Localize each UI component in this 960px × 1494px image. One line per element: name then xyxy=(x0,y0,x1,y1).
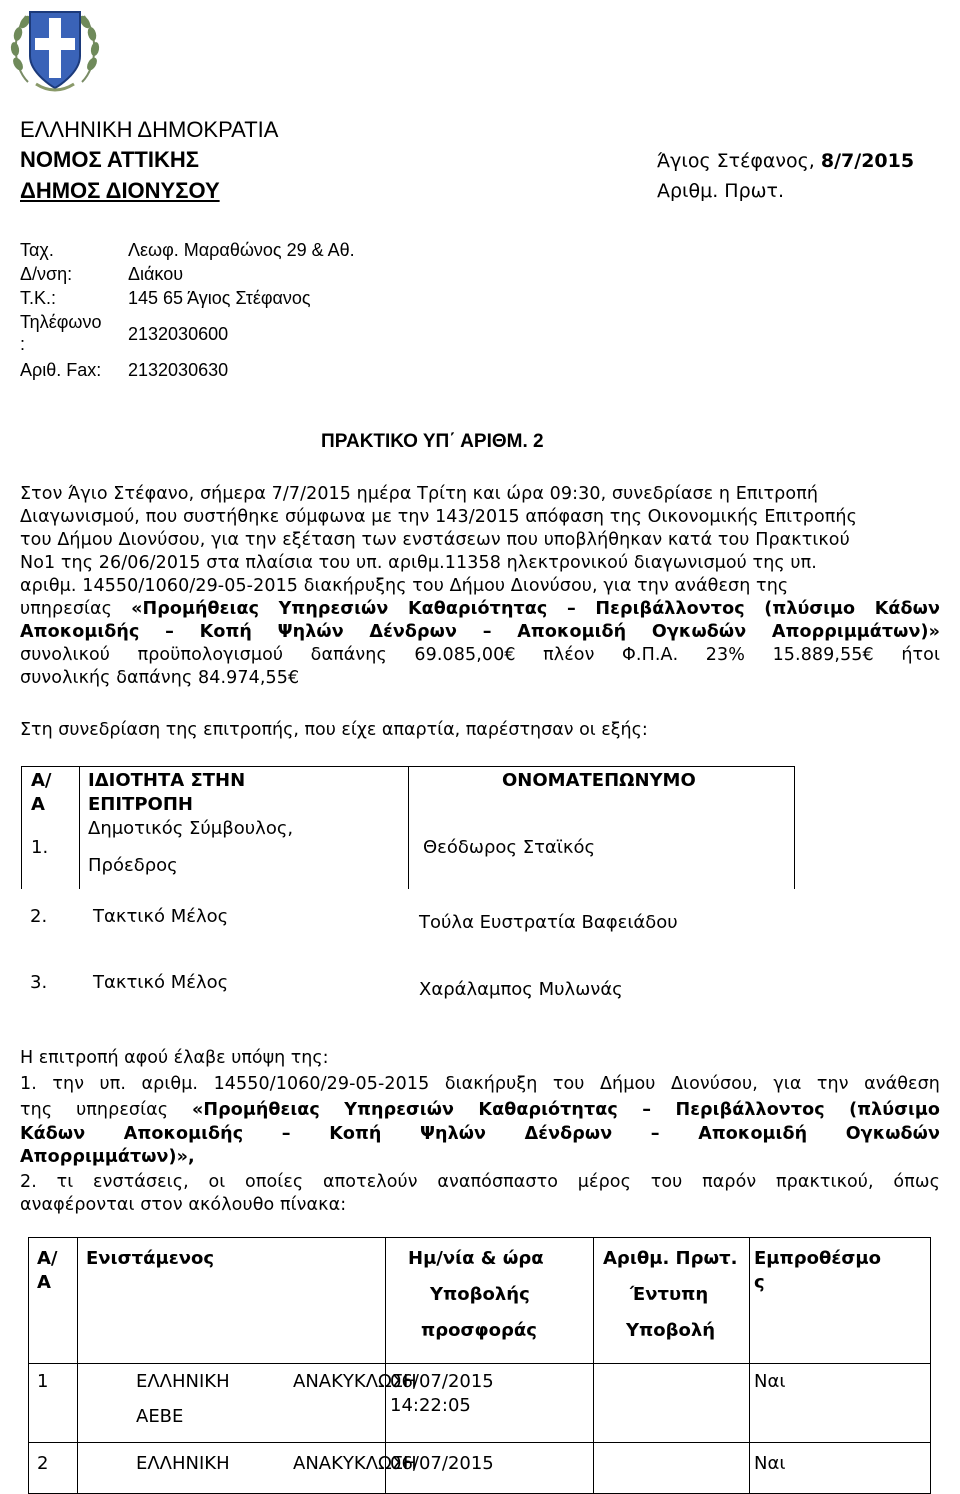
para3-line-1: 1. την υπ. αριθμ. 14550/1060/29-05-2015 διακήρυξη του Δήμου Διονύσου, για την ανάθεση xyxy=(20,1074,940,1094)
para1-line-6-bold: «Προμήθειας Υπηρεσιών Καθαριότητας – Περιβάλλοντος (πλύσιμο Κάδων xyxy=(131,599,940,619)
objection-row xyxy=(29,1364,931,1443)
para3-line-2 xyxy=(20,1099,940,1122)
protocol-number: Αριθμ. Πρωτ. xyxy=(657,180,785,202)
committee-row-2-role: Τακτικό Μέλος xyxy=(93,906,229,927)
para1-line-3: του Δήμου Διονύσου, για την εξέταση των ενστάσεων που υποβλήθηκαν κατά του Πρακτικού xyxy=(20,530,850,550)
para2: Στη συνεδρίαση της επιτροπής, που είχε απαρτία, παρέστησαν οι εξής: xyxy=(20,720,648,740)
committee-row-2-num: 2. xyxy=(30,906,48,927)
committee-table xyxy=(21,766,795,889)
para3-line-5: 2. τι ενστάσεις, οι οποίες αποτελούν αναπόσπαστο μέρος του παρόν πρακτικού, όπως xyxy=(20,1172,940,1192)
obj-header-date-3: προσφοράς xyxy=(421,1320,537,1341)
committee-header-role-1: ΙΔΙΟΤΗΤΑ ΣΤΗΝ xyxy=(88,770,246,791)
para1-line-1: Στον Άγιο Στέφανο, σήμερα 7/7/2015 ημέρα Τρίτη και ώρα 09:30, συνεδρίασε η Επιτροπή xyxy=(20,484,819,504)
committee-row-1-role-2: Πρόεδρος xyxy=(88,855,178,876)
phone-label: Τηλέφωνο xyxy=(20,312,102,332)
obj-header-prot-3: Υποβολή xyxy=(626,1320,716,1341)
obj-row-2-date: 06/07/2015 xyxy=(390,1453,494,1474)
committee-row-1-name: Θεόδωρος Σταϊκός xyxy=(423,837,596,858)
committee-row-3-name: Χαράλαμπος Μυλωνάς xyxy=(419,979,623,1000)
obj-header-prot-2: Έντυπη xyxy=(630,1284,709,1305)
para1-line-2: Διαγωνισμού, που συστήθηκε σύμφωνα με την 143/2015 απόφαση της Οικονομικής Επιτροπής xyxy=(20,507,857,527)
committee-header-name: ΟΝΟΜΑΤΕΠΩΝΥΜΟ xyxy=(502,770,696,791)
committee-header-aa-1: Α/ xyxy=(31,770,52,791)
fax-label: Αριθ. Fax: xyxy=(20,360,102,380)
address-value-2: Διάκου xyxy=(128,264,184,284)
objections-table xyxy=(28,1237,931,1494)
committee-row-1-num: 1. xyxy=(31,837,49,858)
obj-header-timely-2: ς xyxy=(754,1272,765,1293)
address-label-2: Δ/νση: xyxy=(20,264,73,284)
place-date xyxy=(657,150,914,172)
para1-line-6-pre: υπηρεσίας xyxy=(20,599,132,619)
address-label: Ταχ. xyxy=(20,240,54,260)
para1-line-4: Νο1 της 26/06/2015 στα πλαίσια του υπ. αριθμ.11358 ηλεκτρονικού διαγωνισμού της υπ. xyxy=(20,553,817,573)
para3-line-2-bold: «Προμήθειας Υπηρεσιών Καθαριότητας – Περιβάλλοντος (πλύσιμο xyxy=(191,1100,940,1120)
tk-value: 145 65 Άγιος Στέφανος xyxy=(128,288,311,308)
obj-row-1-objector-1b: ΑΝΑΚΥΚΛΩΣΗ xyxy=(293,1371,417,1392)
obj-row-2-objector-1b: ΑΝΑΚΥΚΛΩΣΗ xyxy=(293,1453,417,1474)
place-prefix: Άγιος Στέφανος, xyxy=(657,150,821,172)
para3-line-3: Κάδων Αποκομιδής – Κοπή Ψηλών Δένδρων – Αποκομιδή Ογκωδών xyxy=(20,1124,940,1144)
header-line-2: ΝΟΜΟΣ ΑΤΤΙΚΗΣ xyxy=(20,147,199,172)
obj-row-1-timely: Ναι xyxy=(754,1371,786,1392)
para1-line-5: αριθμ. 14550/1060/29-05-2015 διακήρυξης του Δήμου Διονύσου, για την ανάθεση της xyxy=(20,576,789,596)
para3-intro: Η επιτροπή αφού έλαβε υπόψη της: xyxy=(20,1048,329,1068)
para3-line-4: Απορριμμάτων)», xyxy=(20,1147,195,1167)
obj-row-2-objector-1: ΕΛΛΗΝΙΚΗ xyxy=(136,1453,230,1474)
obj-header-aa-2: Α xyxy=(37,1272,51,1293)
header-line-1: ΕΛΛΗΝΙΚΗ ΔΗΜΟΚΡΑΤΙΑ xyxy=(20,117,279,142)
para1-line-9: συνολικής δαπάνης 84.974,55€ xyxy=(20,668,300,688)
obj-header-date-1: Ημ/νία & ώρα xyxy=(408,1248,544,1269)
header-line-3: ΔΗΜΟΣ ΔΙΟΝΥΣΟΥ xyxy=(20,178,220,203)
greek-coat-of-arms-icon xyxy=(8,4,102,96)
committee-row-3-num: 3. xyxy=(30,972,48,993)
para1-line-8: συνολικού προϋπολογισμού δαπάνης 69.085,00€ πλέον Φ.Π.Α. 23% 15.889,55€ ήτοι xyxy=(20,645,940,665)
para3-line-6: αναφέρονται στον ακόλουθο πίνακα: xyxy=(20,1195,347,1215)
tk-label: Τ.Κ.: xyxy=(20,288,57,308)
address-value: Λεωφ. Μαραθώνος 29 & Αθ. xyxy=(128,240,355,260)
obj-header-timely-1: Εμπροθέσμο xyxy=(754,1248,882,1269)
obj-header-prot-1: Αριθμ. Πρωτ. xyxy=(603,1248,738,1269)
obj-row-1-num: 1 xyxy=(37,1371,49,1392)
date: 8/7/2015 xyxy=(820,150,915,172)
obj-header-objector: Ενιστάμενος xyxy=(86,1248,215,1269)
para3-line-2-pre: της υπηρεσίας xyxy=(20,1100,192,1120)
obj-row-1-time: 14:22:05 xyxy=(390,1395,471,1416)
fax-value: 2132030630 xyxy=(128,360,229,380)
phone-label-colon: : xyxy=(20,334,26,354)
committee-row-3-role: Τακτικό Μέλος xyxy=(93,972,229,993)
obj-header-aa-1: Α/ xyxy=(37,1248,58,1269)
obj-row-1-date: 06/07/2015 xyxy=(390,1371,494,1392)
obj-row-1-objector-2: ΑΕΒΕ xyxy=(136,1406,184,1427)
document-title: ΠΡΑΚΤΙΚΟ ΥΠ΄ ΑΡΙΘΜ. 2 xyxy=(321,431,544,452)
para1-line-6 xyxy=(20,598,940,621)
obj-header-date-2: Υποβολής xyxy=(430,1284,530,1305)
committee-header-aa-2: Α xyxy=(31,794,45,815)
obj-row-1-objector-1: ΕΛΛΗΝΙΚΗ xyxy=(136,1371,230,1392)
committee-header-role-2: ΕΠΙΤΡΟΠΗ xyxy=(88,794,193,815)
para1-line-7: Αποκομιδής – Κοπή Ψηλών Δένδρων – Αποκομιδή Ογκωδών Απορριμμάτων)» xyxy=(20,622,940,642)
phone-value: 2132030600 xyxy=(128,324,229,344)
obj-row-2-num: 2 xyxy=(37,1453,49,1474)
objection-row xyxy=(29,1443,931,1494)
objections-header-row xyxy=(29,1238,931,1364)
committee-row-2-name: Τούλα Ευστρατία Βαφειάδου xyxy=(419,912,678,933)
committee-row-1-role-1: Δημοτικός Σύμβουλος, xyxy=(88,818,294,839)
obj-row-2-timely: Ναι xyxy=(754,1453,786,1474)
